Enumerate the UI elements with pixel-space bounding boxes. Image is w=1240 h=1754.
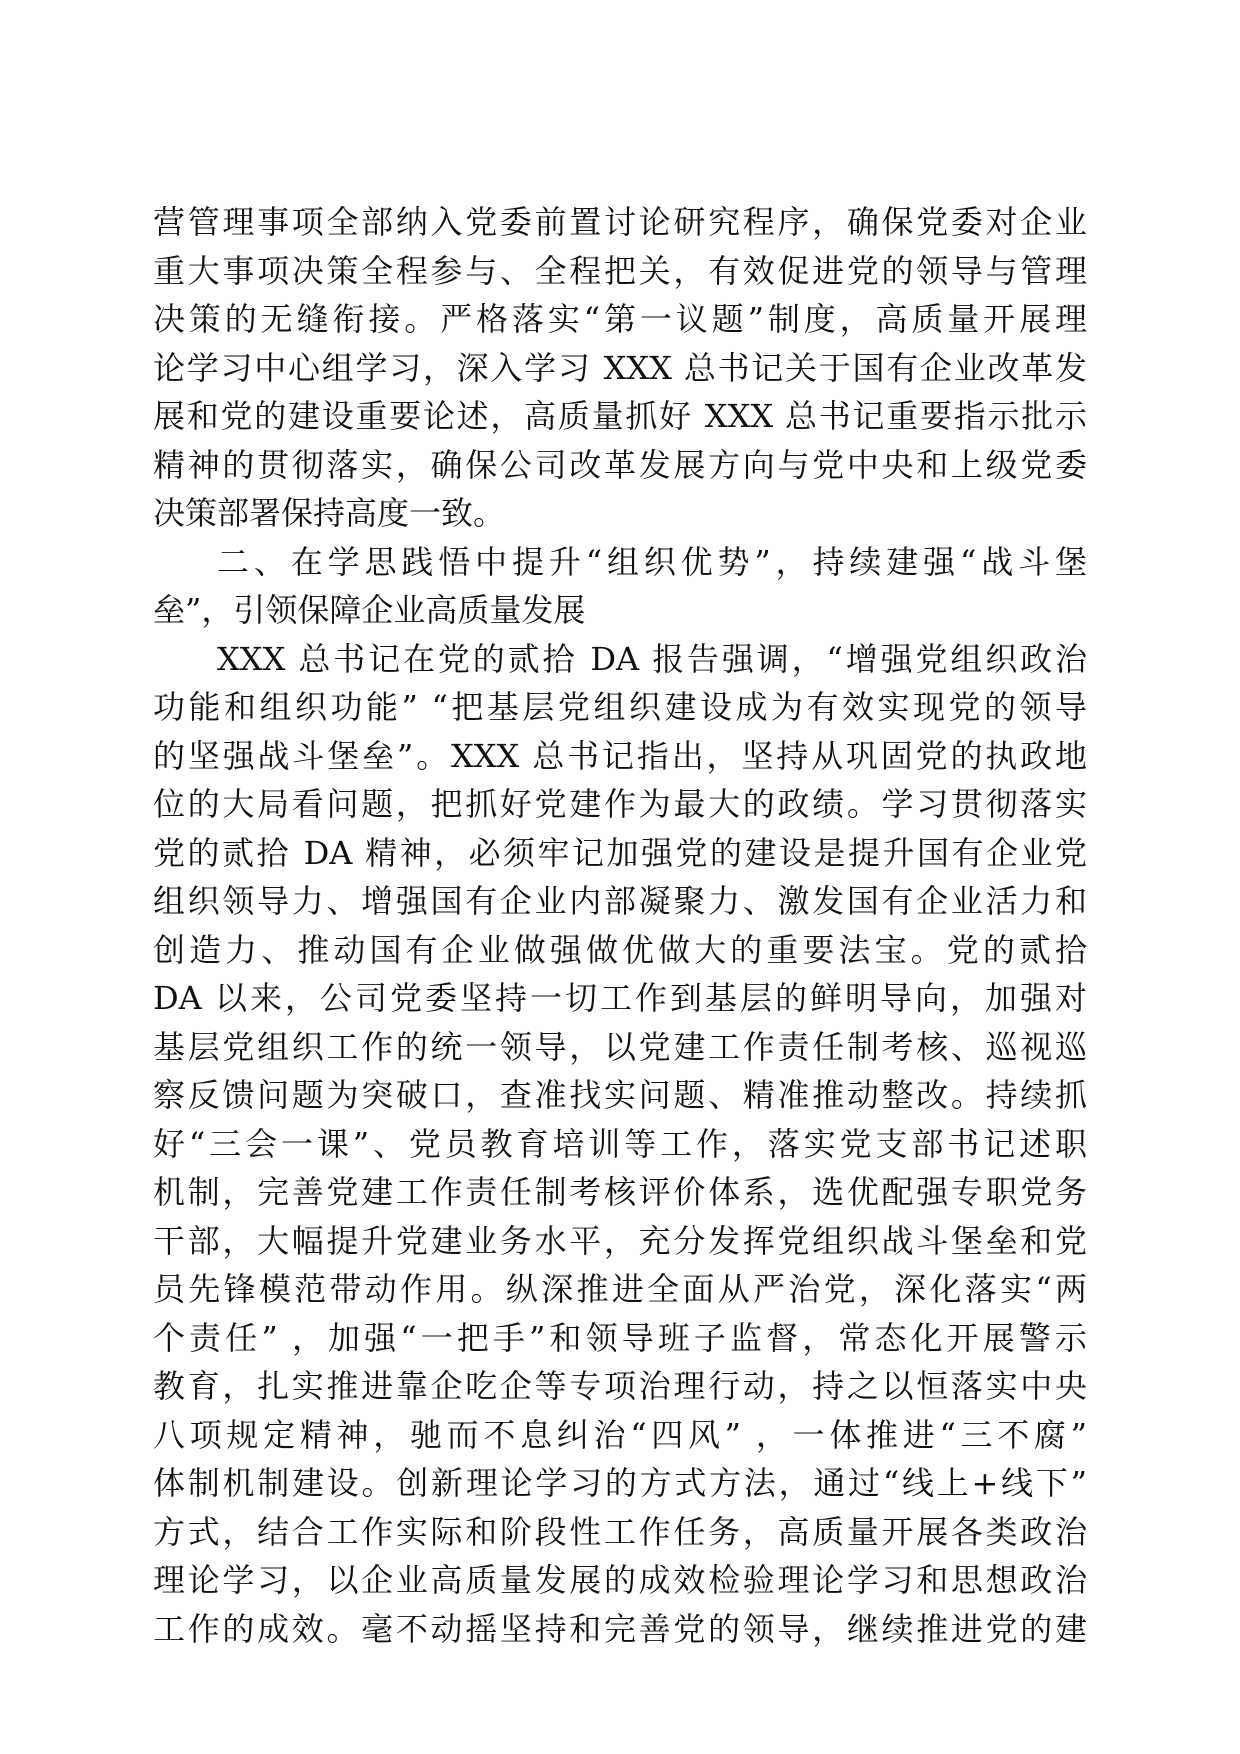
text-line: 决策部署保持高度一致。	[153, 494, 506, 532]
text-line: 基层党组织工作的统一领导，以党建工作责任制考核、巡视巡	[153, 1027, 1087, 1066]
text-line: 八项规定精神，驰而不息纠治“四风” ，一体推进“三不腐”	[153, 1415, 1087, 1454]
text-line: 理论学习，以企业高质量发展的成效检验理论学习和思想政治	[153, 1561, 1087, 1599]
body-text	[153, 198, 1087, 1653]
section-heading-line: 垒”，引领保障企业高质量发展	[153, 591, 586, 629]
text-line: 决策的无缝衔接。严格落实“第一议题”制度，高质量开展理	[153, 300, 1087, 338]
text-line: 精神的贯彻落实，确保公司改革发展方向与党中央和上级党委	[153, 445, 1087, 484]
text-line: XXX 总书记在党的贰拾 DA 报告强调，“增强党组织政治	[217, 639, 1087, 678]
text-line: 察反馈问题为突破口，查准找实问题、精准推动整改。持续抓	[153, 1076, 1087, 1114]
text-line: 机制，完善党建工作责任制考核评价体系，选优配强专职党务	[153, 1173, 1087, 1211]
text-line: 功能和组织功能” “把基层党组织建设成为有效实现党的领导	[153, 688, 1087, 726]
text-line: 论学习中心组学习，深入学习 XXX 总书记关于国有企业改革发	[153, 348, 1087, 387]
text-line: 展和党的建设重要论述，高质量抓好 XXX 总书记重要指示批示	[153, 397, 1087, 435]
text-line: DA 以来，公司党委坚持一切工作到基层的鲜明导向，加强对	[153, 979, 1087, 1017]
text-line: 员先锋模范带动作用。纵深推进全面从严治党，深化落实“两	[153, 1270, 1087, 1308]
text-line: 干部，大幅提升党建业务水平，充分发挥党组织战斗堡垒和党	[153, 1221, 1087, 1260]
text-line: 教育，扎实推进靠企吃企等专项治理行动，持之以恒落实中央	[153, 1367, 1087, 1405]
text-line: 营管理事项全部纳入党委前置讨论研究程序，确保党委对企业	[153, 203, 1087, 241]
text-line: 好“三会一课”、党员教育培训等工作，落实党支部书记述职	[153, 1124, 1087, 1163]
text-line: 创造力、推动国有企业做强做优做大的重要法宝。党的贰拾	[153, 930, 1087, 969]
text-line: 党的贰拾 DA 精神，必须牢记加强党的建设是提升国有企业党	[153, 833, 1087, 872]
text-line: 重大事项决策全程参与、全程把关，有效促进党的领导与管理	[153, 251, 1087, 290]
text-line: 位的大局看问题，把抓好党建作为最大的政绩。学习贯彻落实	[153, 785, 1087, 823]
text-line: 组织领导力、增强国有企业内部凝聚力、激发国有企业活力和	[153, 882, 1087, 920]
text-line: 的坚强战斗堡垒”。XXX 总书记指出，坚持从巩固党的执政地	[153, 736, 1087, 775]
text-line: 工作的成效。毫不动摇坚持和完善党的领导，继续推进党的建	[153, 1609, 1087, 1648]
text-line: 体制机制建设。创新理论学习的方式方法，通过“线上+线下”	[153, 1464, 1087, 1502]
text-line: 方式，结合工作实际和阶段性工作任务，高质量开展各类政治	[153, 1512, 1087, 1551]
section-heading-line: 二、在学思践悟中提升“组织优势”，持续建强“战斗堡	[217, 542, 1087, 581]
text-line: 个责任” ，加强“一把手”和领导班子监督，常态化开展警示	[153, 1318, 1087, 1357]
